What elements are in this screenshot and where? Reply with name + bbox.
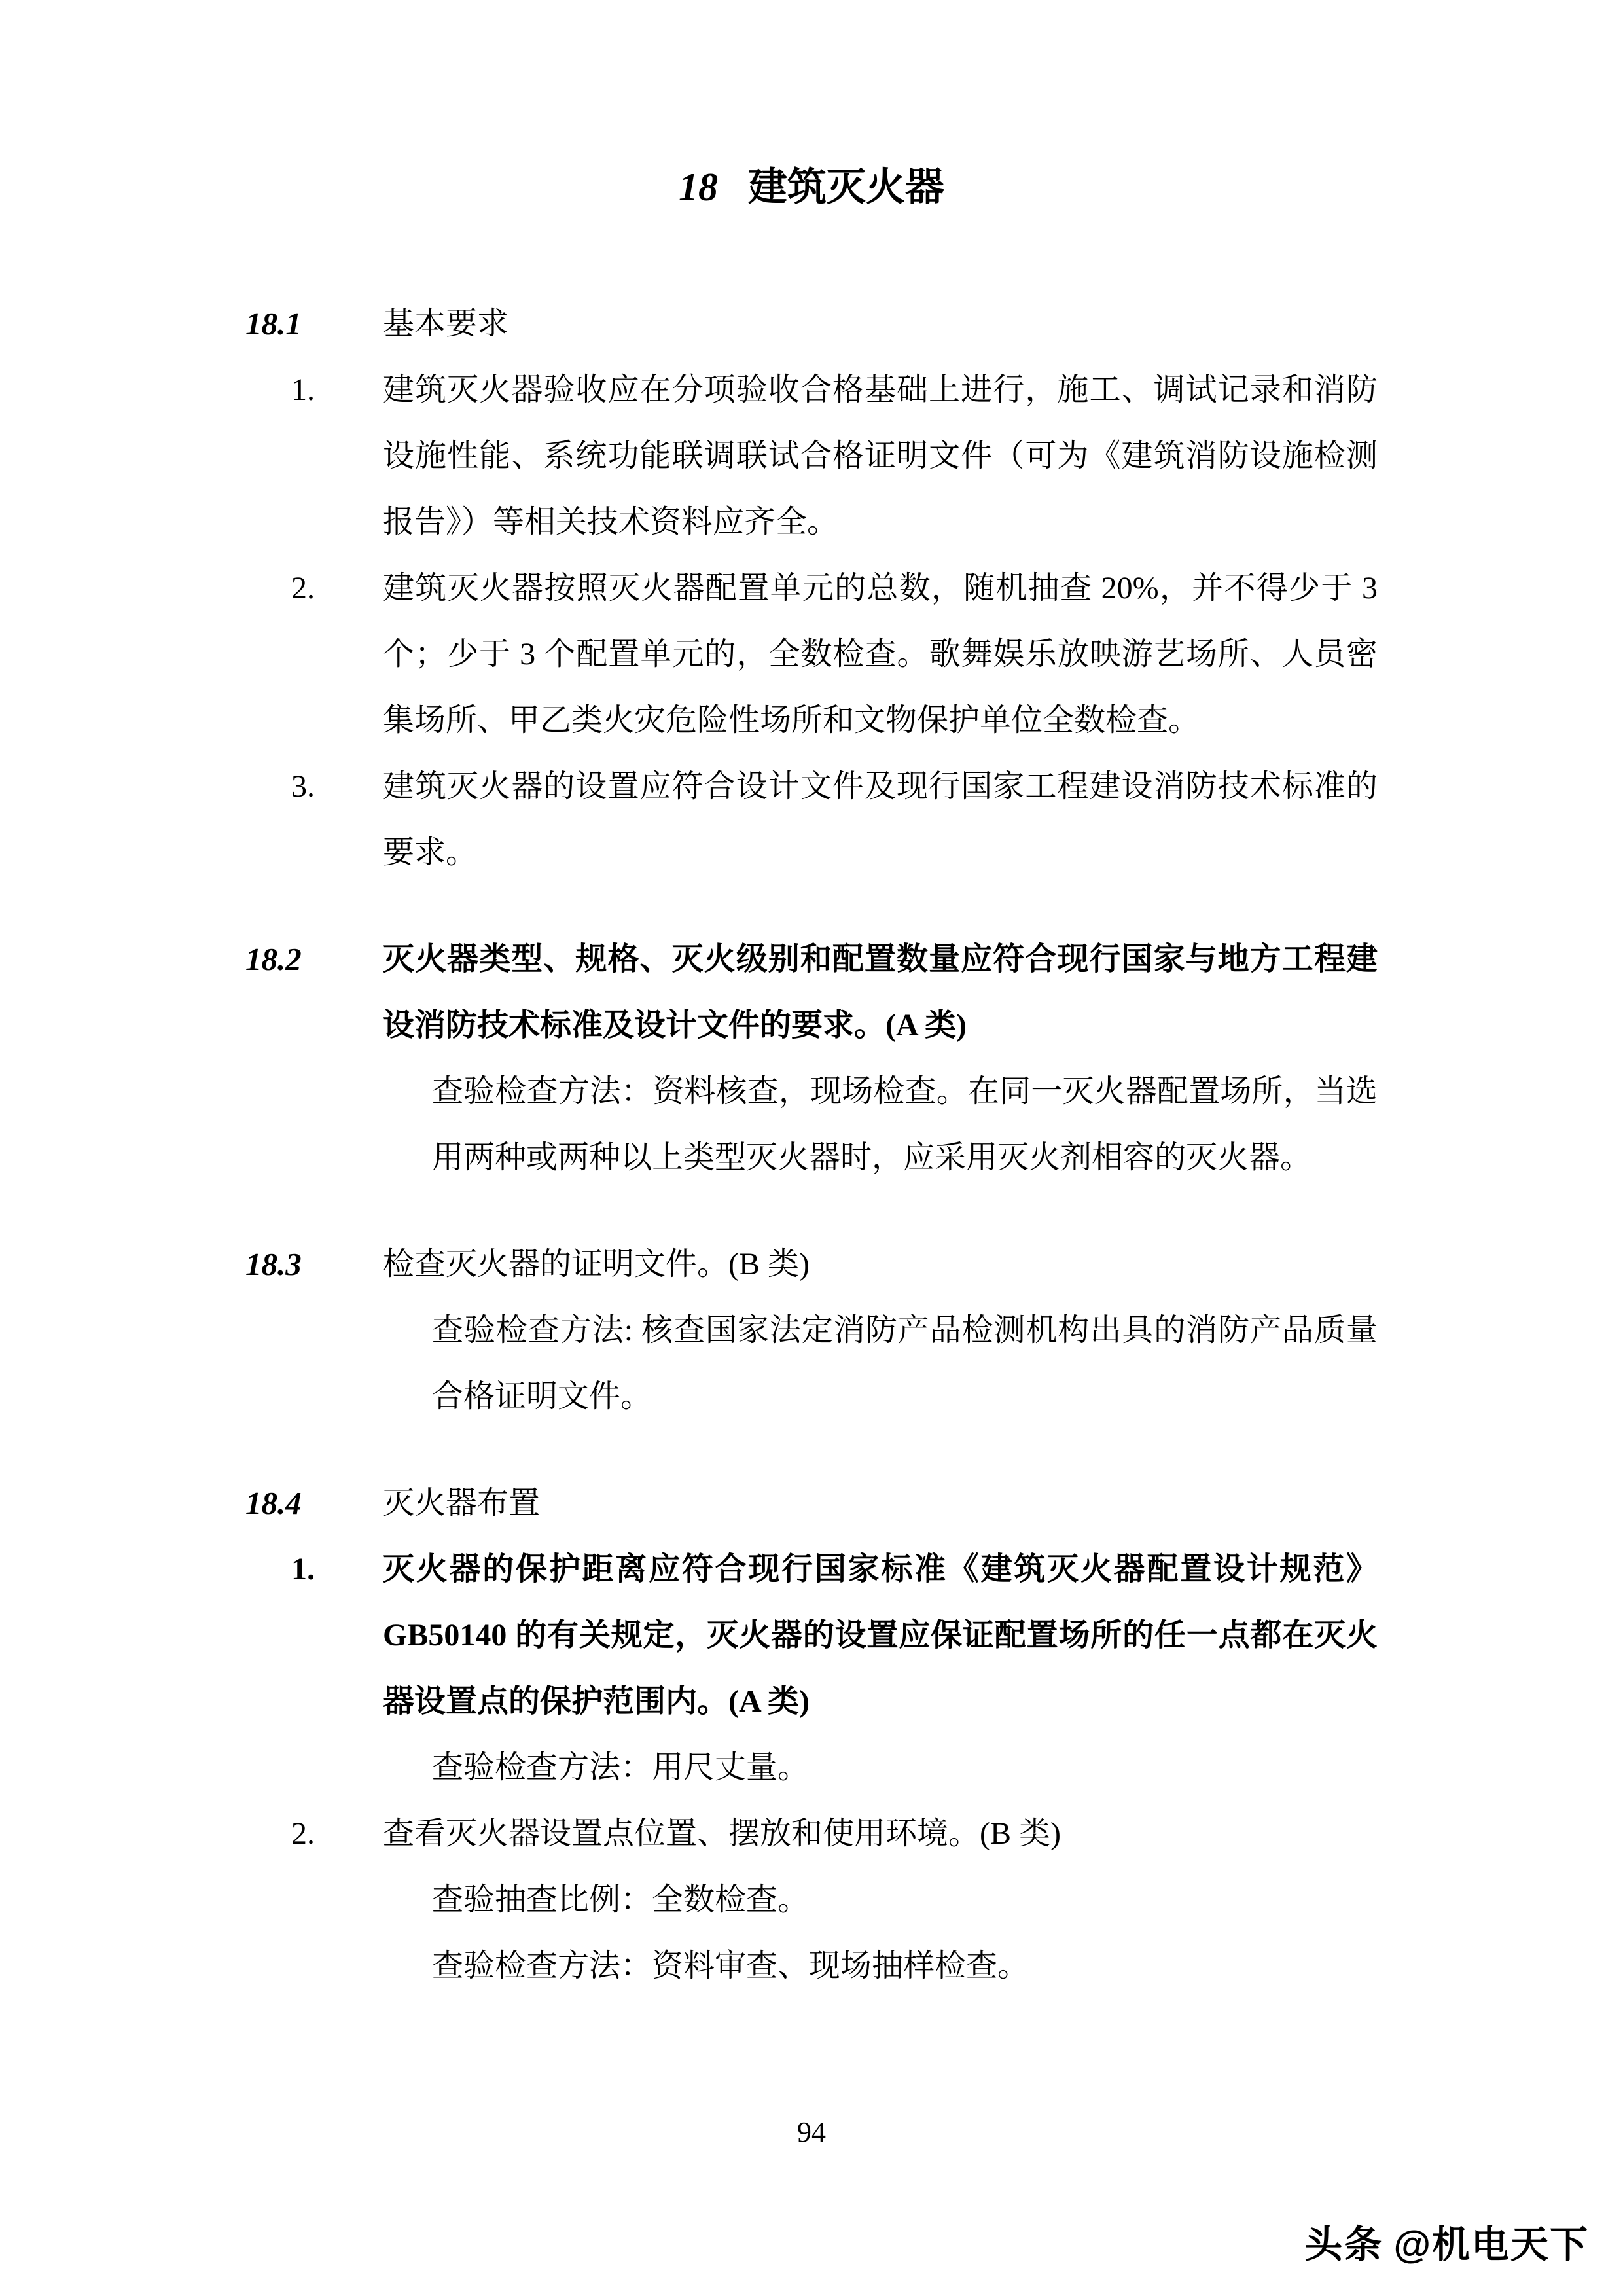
inspection-method: 查验检查方法: 核查国家法定消防产品检测机构出具的消防产品质量合格证明文件。 — [432, 1313, 1378, 1414]
list-item — [0, 1536, 1623, 1734]
inspection-method: 查验检查方法：用尺丈量。 — [432, 1750, 810, 1785]
list-item-number: 1. — [291, 372, 315, 407]
watermark-brand: 头条 — [1304, 2223, 1383, 2266]
section-heading: 灭火器类型、规格、灭火级别和配置数量应符合现行国家与地方工程建设消防技术标准及设计文件的要求。(A 类) — [383, 942, 1378, 1043]
list-item-number: 1. — [291, 1552, 315, 1587]
list-item — [0, 753, 1623, 886]
watermark — [1304, 2214, 1589, 2269]
section-number: 18.3 — [245, 1246, 302, 1282]
inspection-method: 查验检查方法：资料审查、现场抽样检查。 — [432, 1948, 1029, 1983]
section-18-4-heading-row — [0, 1470, 1623, 1536]
list-item — [0, 357, 1623, 555]
list-item — [0, 1801, 1623, 1867]
section-number: 18.2 — [245, 941, 302, 977]
list-item-text: 灭火器的保护距离应符合现行国家标准《建筑灭火器配置设计规范》GB50140 的有关规定，灭火器的设置应保证配置场所的任一点都在灭火器设置点的保护范围内。(A 类) — [383, 1552, 1378, 1719]
chapter-number: 18 — [679, 166, 718, 209]
page-number: 94 — [797, 2116, 826, 2148]
chapter-title-text: 建筑灭火器 — [748, 166, 944, 209]
section-number: 18.4 — [245, 1485, 302, 1521]
inspection-sample-ratio: 查验抽查比例：全数检查。 — [432, 1882, 810, 1917]
list-item-text: 建筑灭火器按照灭火器配置单元的总数，随机抽查 20%，并不得少于 3 个；少于 3 个配置单元的，全数检查。歌舞娱乐放映游艺场所、人员密集场所、甲乙类火灾危险性场所和文物保护单位全数检查。 — [383, 571, 1378, 738]
section-heading: 检查灭火器的证明文件。(B 类) — [383, 1247, 810, 1282]
list-item-number: 2. — [291, 1816, 315, 1851]
list-item-text: 查看灭火器设置点位置、摆放和使用环境。(B 类) — [383, 1816, 1061, 1851]
list-item-number: 3. — [291, 769, 315, 804]
section-heading: 基本要求 — [383, 306, 509, 341]
section-heading: 灭火器布置 — [383, 1486, 541, 1520]
section-18-3-heading-row — [0, 1231, 1623, 1297]
list-item — [0, 555, 1623, 753]
list-item-text: 建筑灭火器验收应在分项验收合格基础上进行，施工、调试记录和消防设施性能、系统功能联调联试合格证明文件（可为《建筑消防设施检测报告》）等相关技术资料应齐全。 — [383, 372, 1378, 539]
list-item-number: 2. — [291, 571, 315, 605]
watermark-account: @机电天下 — [1393, 2223, 1589, 2266]
section-number: 18.1 — [245, 306, 302, 342]
section-18-2-heading-row — [0, 926, 1623, 1058]
section-18-1-heading-row — [0, 291, 1623, 357]
inspection-method: 查验检查方法：资料核查，现场检查。在同一灭火器配置场所，当选用两种或两种以上类型灭火器时，应采用灭火剂相容的灭火器。 — [432, 1074, 1378, 1175]
list-item-text: 建筑灭火器的设置应符合设计文件及现行国家工程建设消防技术标准的要求。 — [383, 769, 1378, 870]
